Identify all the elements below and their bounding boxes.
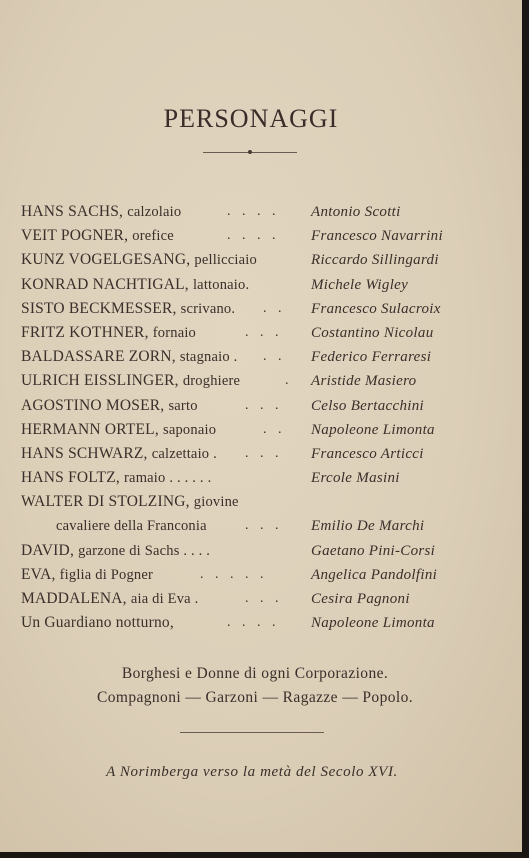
character-name: ULRICH EISSLINGER, (21, 372, 179, 390)
performer-name: Napoleone Limonta (311, 421, 435, 438)
character-role (21, 297, 235, 321)
character-description: cavaliere della Franconia (56, 518, 207, 535)
leader-dots: . . . (245, 445, 283, 461)
character-name: HANS SACHS, (21, 203, 124, 220)
cast-row (0, 563, 522, 587)
character-description: garzone di Sachs . . . . (78, 542, 211, 559)
performer-name: Aristide Masiero (311, 373, 417, 390)
character-role (21, 563, 153, 587)
performer-name: Angelica Pandolfini (311, 566, 438, 583)
leader-dots: . . (263, 349, 286, 365)
leader-dots: . . . . (227, 615, 280, 631)
character-description: aia di Eva . (130, 591, 199, 607)
performer-name: Emilio De Marchi (311, 518, 425, 535)
cast-row (0, 394, 522, 418)
leader-dots: . . . (245, 324, 283, 340)
character-role (21, 273, 249, 297)
leader-dots: . . . (245, 591, 283, 606)
chorus-line-1: Borghesi e Donne di ogni Corporazione. (121, 665, 389, 682)
performer-name: Napoleone Limonta (311, 615, 435, 632)
performer-name: Francesco Articci (311, 445, 424, 462)
character-name: FRITZ KOTHNER, (21, 323, 149, 341)
cast-row (0, 321, 522, 345)
character-role (21, 466, 211, 490)
page-edge (522, 0, 529, 858)
character-name: AGOSTINO MOSER, (21, 396, 165, 414)
character-description: giovine (193, 494, 239, 511)
cast-row (0, 418, 522, 442)
cast-row (0, 490, 522, 514)
character-role (21, 248, 257, 272)
character-role (21, 394, 198, 418)
cast-row (0, 297, 522, 321)
leader-dots: . . . . . (200, 566, 268, 582)
cast-row (0, 611, 522, 635)
character-description: figlia di Pogner (59, 566, 154, 583)
character-name: WALTER DI STOLZING, (21, 493, 190, 511)
performer-name: Francesco Navarrini (311, 228, 443, 245)
character-role (21, 490, 239, 514)
character-description: pellicciaio (194, 252, 257, 269)
chorus-line-2: Compagnoni — Garzoni — Ragazze — Popolo. (96, 689, 414, 706)
cast-row (0, 466, 522, 490)
performer-name: Cesira Pagnoni (311, 591, 410, 607)
section-divider (180, 732, 324, 733)
character-role (21, 321, 196, 345)
performer-name: Gaetano Pini-Corsi (311, 542, 436, 559)
character-description: stagnaio . (179, 349, 238, 366)
leader-dots: . . . (245, 518, 283, 534)
performer-name: Antonio Scotti (311, 204, 401, 220)
character-role (21, 200, 181, 224)
character-name: KONRAD NACHTIGAL, (21, 275, 189, 293)
performer-name: Riccardo Sillingardi (311, 252, 439, 269)
character-name: VEIT POGNER, (21, 227, 129, 245)
character-name: MADDALENA, (21, 590, 127, 607)
cast-row (0, 200, 522, 224)
cast-row (0, 369, 522, 393)
setting-line: A Norimberga verso la metà del Secolo XVI. (106, 764, 398, 780)
character-description: calzettaio . (151, 445, 217, 462)
cast-list (0, 200, 522, 635)
character-role (21, 345, 237, 369)
character-role (21, 611, 174, 635)
character-role (21, 224, 174, 248)
character-name: SISTO BECKMESSER, (21, 299, 177, 317)
character-name: HERMANN ORTEL, (21, 420, 159, 438)
leader-dots: . . . (245, 397, 283, 413)
character-role (21, 587, 198, 611)
character-description: ramaio . . . . . . (124, 470, 212, 487)
performer-name: Michele Wigley (311, 276, 409, 293)
cast-row (0, 224, 522, 248)
leader-dots: . . . . (227, 204, 280, 219)
character-description: sarto (168, 397, 198, 414)
leader-dots: . . (263, 300, 286, 316)
character-role (21, 418, 216, 442)
cast-row (0, 248, 522, 272)
cast-row (0, 514, 522, 538)
character-role (21, 369, 240, 393)
character-description: orefice (132, 228, 174, 245)
chorus-block (0, 662, 510, 710)
character-name: HANS SCHWARZ, (21, 444, 148, 462)
leader-dots: . (285, 373, 293, 389)
performer-name: Celso Bertacchini (311, 397, 424, 414)
character-description: scrivano. (180, 300, 236, 317)
character-role (21, 539, 210, 563)
character-name: HANS FOLTZ, (21, 469, 120, 487)
character-role (56, 514, 207, 538)
leader-dots: . . (263, 421, 286, 437)
character-name: DAVID, (21, 541, 75, 559)
title-ornament-dot (248, 150, 252, 154)
cast-row (0, 539, 522, 563)
cast-row (0, 442, 522, 466)
performer-name: Francesco Sulacroix (311, 300, 441, 317)
character-description: calzolaio (127, 204, 182, 220)
leader-dots: . . . . (227, 228, 280, 244)
cast-row (0, 273, 522, 297)
character-role (21, 442, 217, 466)
character-description: saponaio (163, 421, 217, 438)
character-description: lattonaio. (192, 276, 250, 293)
character-name: EVA, (21, 565, 56, 583)
character-name: BALDASSARE ZORN, (21, 348, 176, 366)
character-description: droghiere (182, 373, 241, 390)
cast-row (0, 587, 522, 611)
performer-name: Federico Ferraresi (311, 349, 432, 366)
performer-name: Ercole Masini (311, 470, 400, 487)
cast-row (0, 345, 522, 369)
character-name: KUNZ VOGELGESANG, (21, 251, 191, 269)
character-name: Un Guardiano notturno, (21, 614, 174, 632)
character-description: fornaio (152, 324, 197, 341)
page-title: PERSONAGGI (163, 104, 339, 133)
performer-name: Costantino Nicolau (311, 324, 434, 341)
